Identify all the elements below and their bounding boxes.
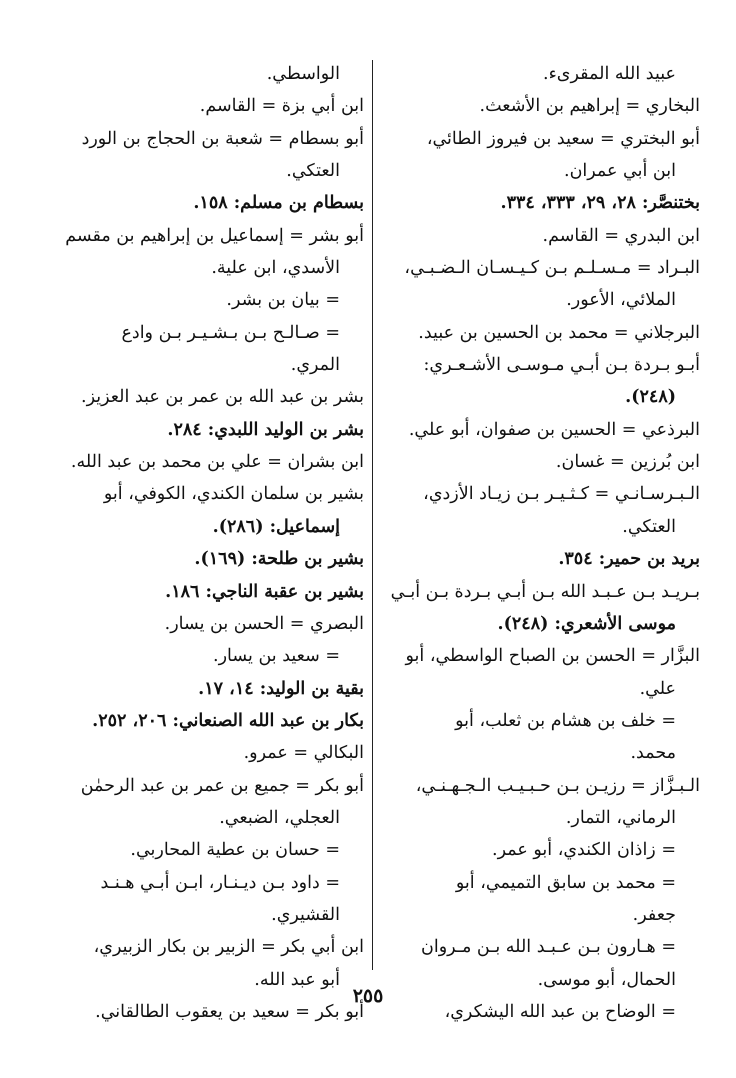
index-entry-line: ابن بُرزين = غسان. (555, 452, 700, 473)
right-column (382, 58, 700, 1028)
index-entry-line: عبيد الله المقرىء. (543, 64, 676, 84)
index-entry-line: جعفر. (632, 904, 676, 925)
index-entry-line: موسى الأشعري: (٢٤٨). (497, 613, 676, 634)
index-entry-line: = هـارون بـن عـبـد الله بـن مـروان (421, 937, 676, 958)
index-entry-line: بريد بن حمير: ٣٥٤. (558, 549, 700, 570)
index-entry-line: البـراد = مـسـلـم بـن كـيـسـان الـضـبـي، (404, 258, 700, 279)
index-entry-line: العجلي، الضبعي. (219, 807, 340, 828)
index-entry-line: أبـو بـردة بـن أبـي مـوسـى الأشـعـري: (423, 355, 700, 376)
index-entry-line: بشير بن عقبة الناجي: ١٨٦. (165, 581, 364, 602)
index-entry-line: البرجلاني = محمد بن الحسين بن عبيد. (418, 322, 700, 343)
index-entry-line: أبو بكر = سعيد بن يعقوب الطالقاني. (95, 1001, 364, 1022)
index-entry-line: = حسان بن عطية المحاربي. (130, 840, 340, 861)
index-entry-line: ابن بشران = علي بن محمد بن عبد الله. (70, 452, 364, 473)
index-entry-line: الحمال، أبو موسى. (537, 969, 676, 990)
index-entry-line: = سعيد بن يسار. (213, 646, 340, 667)
index-entry-line: ابن أبي عمران. (564, 161, 676, 182)
index-entry-line: بكار بن عبد الله الصنعاني: ٢٠٦، ٢٥٢. (92, 710, 364, 731)
column-divider (372, 60, 374, 970)
index-entry-line: ابن البدري = القاسم. (542, 225, 700, 246)
index-entry-line: بشير بن طلحة: (١٦٩). (194, 549, 364, 570)
index-entry-line: بـريـد بـن عـبـد الله بـن أبـي بـردة بـن أبـي (390, 581, 700, 602)
index-entry-line: العتكي. (286, 161, 340, 182)
index-entry-line: = داود بـن ديـنـار، ابـن أبـي هـنـد (100, 872, 340, 893)
index-entry-line: ابن أبي بكر = الزبير بن بكار الزبيري، (93, 937, 364, 958)
index-entry-line: الـبـزَّاز = رزيـن بـن حـبـيـب الـجـهـنـي، (415, 775, 700, 796)
index-entry-line: أبو البختري = سعيد بن فيروز الطائي، (426, 128, 700, 149)
index-entry-line: = محمد بن سابق التميمي، أبو (455, 872, 676, 893)
index-entry-line: إسماعيل: (٢٨٦). (212, 516, 340, 537)
index-entry-line: القشيري. (271, 904, 340, 925)
index-entry-line: البكالي = عمرو. (243, 743, 364, 764)
index-entry-line: بسطام بن مسلم: ١٥٨. (193, 193, 364, 214)
index-entry-line: بختنصَّر: ٢٨، ٢٩، ٣٣٣، ٣٣٤. (500, 193, 700, 214)
index-entry-line: = الوضاح بن عبد الله اليشكري، (444, 1001, 676, 1022)
index-entry-line: بقية بن الوليد: ١٤، ١٧. (198, 678, 364, 699)
index-entry-line: = بيان بن بشر. (226, 290, 340, 311)
index-entry-line: البزَّار = الحسن بن الصباح الواسطي، أبو (405, 646, 700, 667)
index-entry-line: البصري = الحسن بن يسار. (164, 613, 364, 634)
index-entry-line: البخاري = إبراهيم بن الأشعث. (479, 96, 700, 117)
index-entry-line: أبو بسطام = شعبة بن الحجاج بن الورد (81, 128, 364, 149)
index-entry-line: الواسطي. (266, 64, 340, 84)
index-entry-line: أبو بشر = إسماعيل بن إبراهيم بن مقسم (65, 225, 364, 246)
index-entry-line: محمد. (630, 743, 676, 764)
index-entry-line: العتكي. (622, 516, 676, 537)
page-number: ٢٥٥ (352, 985, 384, 1007)
index-entry-line: ابن أبي بزة = القاسم. (199, 96, 364, 117)
index-entry-line: الملائي، الأعور. (566, 290, 676, 311)
index-entry-line: (٢٤٨). (625, 387, 676, 408)
index-entry-line: الرماني، التمار. (565, 807, 676, 828)
index-entry-line: المري. (290, 355, 340, 376)
index-entry-line: بشر بن عبد الله بن عمر بن عبد العزيز. (81, 387, 364, 408)
index-entry-line: الأسدي، ابن علية. (211, 258, 340, 279)
index-entry-line: بشر بن الوليد اللبدي: ٢٨٤. (167, 419, 364, 440)
index-entry-line: بشير بن سلمان الكندي، الكوفي، أبو (103, 484, 364, 505)
index-entry-line: أبو عبد الله. (254, 969, 340, 990)
index-entry-line: أبو بكر = جميع بن عمر بن عبد الرحمٰن (80, 775, 364, 796)
index-entry-line: علي. (639, 678, 676, 699)
index-entry-line: = صـالـح بـن بـشـيـر بـن وادع (121, 322, 340, 343)
index-entry-line: = خلف بن هشام بن ثعلب، أبو (455, 710, 676, 731)
index-entry-line: = زاذان الكندي، أبو عمر. (492, 840, 676, 861)
index-entry-line: الـبـرسـانـي = كـثـيـر بـن زيـاد الأزدي، (423, 484, 700, 505)
left-column (46, 58, 364, 1028)
index-entry-line: البرذعي = الحسين بن صفوان، أبو علي. (408, 419, 700, 440)
